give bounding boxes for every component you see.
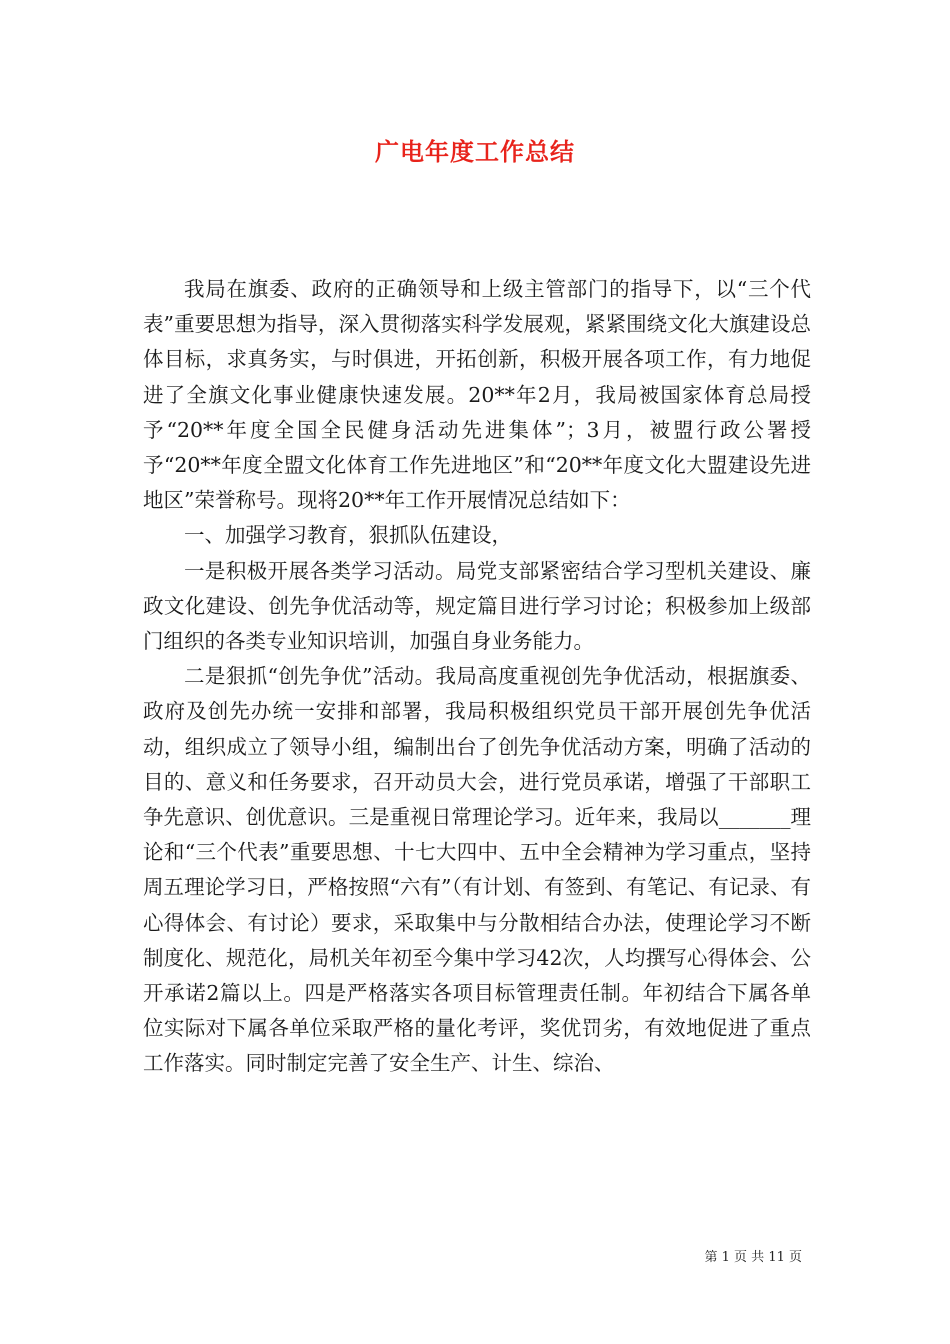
document-body <box>143 272 811 1082</box>
page-number-footer: 第 1 页 共 11 页 <box>704 1250 802 1265</box>
paragraph-section-heading: 一、加强学习教育，狠抓队伍建设， <box>184 523 512 548</box>
paragraph-intro: 我局在旗委、政府的正确领导和上级主管部门的指导下，以“三个代表”重要思想为指导，深入贯彻落实科学发展观，紧紧围绕文化大旗建设总体目标，求真务实，与时俱进，开拓创新，积极开展各项工作，有力地促进了全旗文化事业健康快速发展。20**年2月，我局被国家体育总局授予“20**年度全国全民健身活动先进集体”；3月，被盟行政公署授予“20**年度全盟文化体育工作先进地区”和“20**年度文化大盟建设先进地区”荣誉称号。现将20**年工作开展情况总结如下： <box>143 277 811 513</box>
document-title: 广电年度工作总结 <box>375 137 575 166</box>
paragraph-study-activities: 一是积极开展各类学习活动。局党支部紧密结合学习型机关建设、廉政文化建设、创先争优活动等，规定篇目进行学习讨论；积极参加上级部门组织的各类专业知识培训，加强自身业务能力。 <box>143 558 811 654</box>
paragraph-excellence-campaign: 二是狠抓“创先争优”活动。我局高度重视创先争优活动，根据旗委、政府及创先办统一安排和部署，我局积极组织党员干部开展创先争优活动，组织成立了领导小组，编制出台了创先争优活动方案，明确了活动的目的、意义和任务要求，召开动员大会，进行党员承诺，增强了干部职工争先意识、创优意识。三是重视日常理论学习。近年来，我局以_______理论和“三个代表”重要思想、十七大四中、五中全会精神为学习重点，坚持周五理论学习日，严格按照“六有”（有计划、有签到、有笔记、有记录、有心得体会、有讨论）要求，采取集中与分散相结合办法，使理论学习不断制度化、规范化，局机关年初至今集中学习42次，人均撰写心得体会、公开承诺2篇以上。四是严格落实各项目标管理责任制。年初结合下属各单位实际对下属各单位采取严格的量化考评，奖优罚劣，有效地促进了重点工作落实。同时制定完善了安全生产、计生、综治、 <box>143 664 811 1076</box>
